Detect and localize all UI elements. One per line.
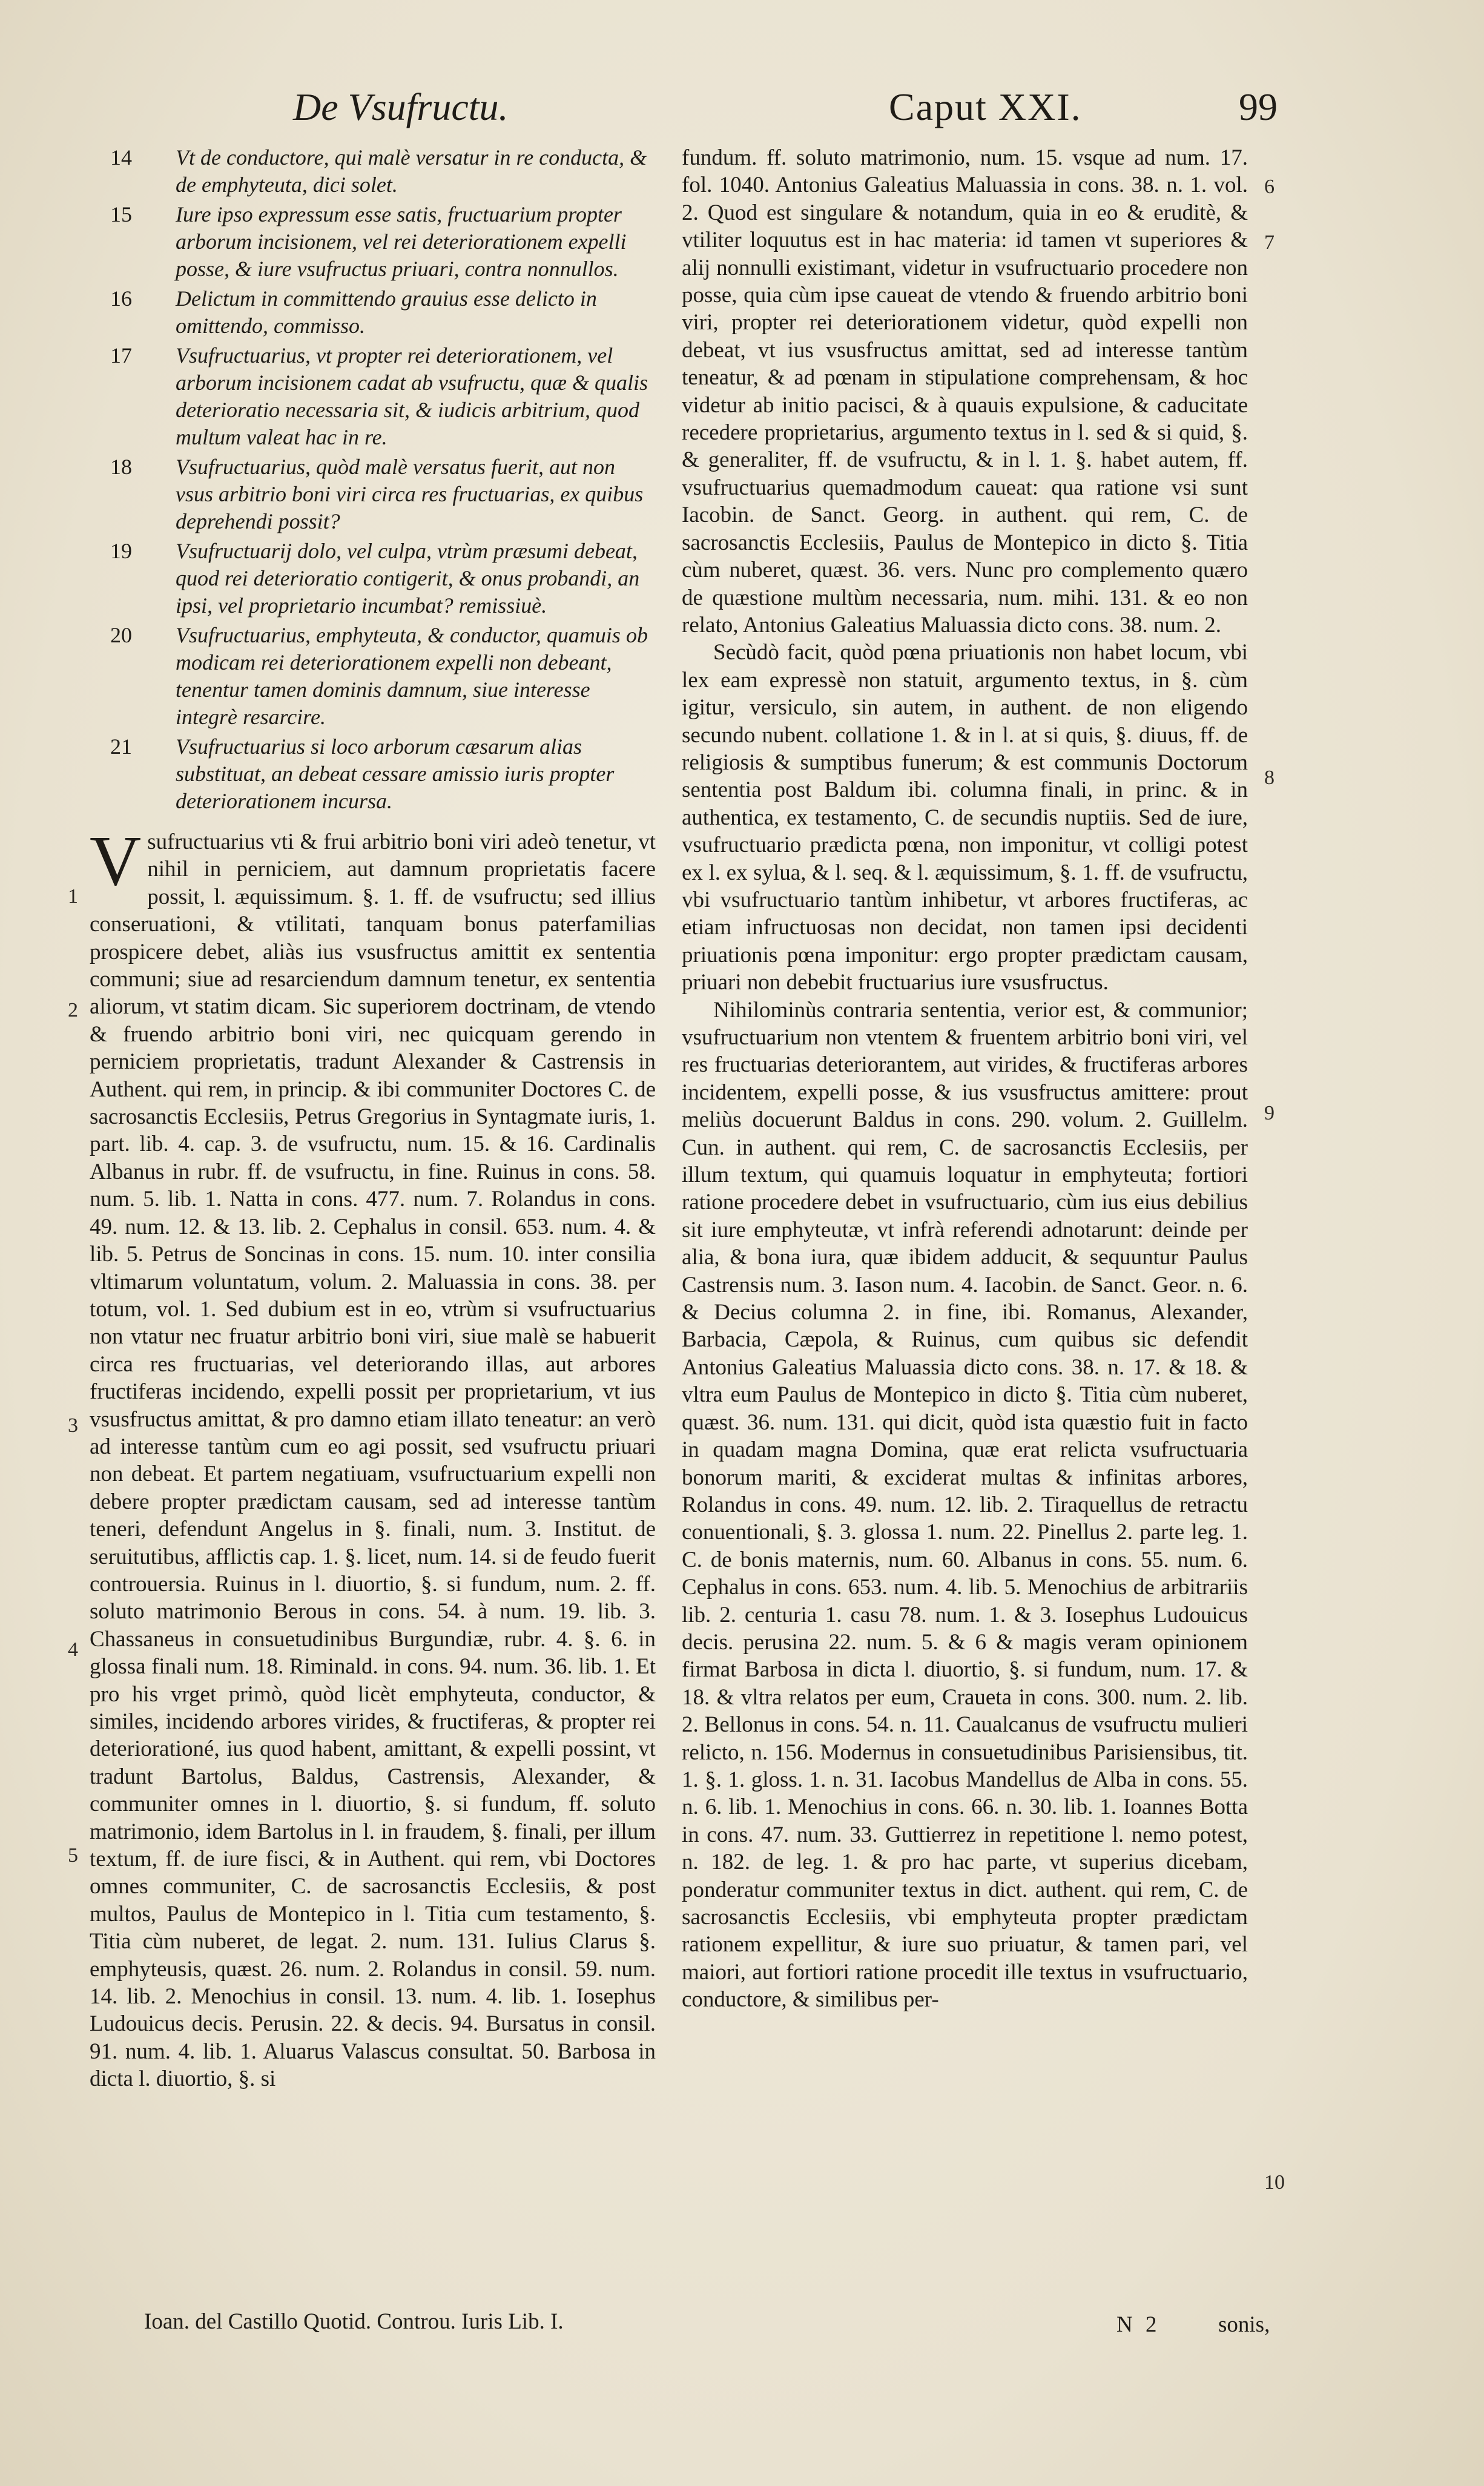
summary-text: Vsufructuarius si loco arborum cæsarum alias substituat, an debeat cessare amissio iuris propter deteriorationem incursa. (176, 734, 615, 813)
summary-number: 14 (110, 145, 132, 170)
margin-number: 9 (1264, 1102, 1275, 1124)
margin-number: 4 (68, 1638, 78, 1661)
summary-text: Vsufructuarius, emphyteuta, & conductor, quamuis ob modicam rei deteriorationem expelli non debeant, tenentur tamen dominis damnum, siue interesse integrè resarcire. (176, 623, 648, 729)
left-column (90, 144, 656, 2093)
body-paragraph (682, 997, 1248, 2014)
running-header (0, 85, 1484, 133)
margin-number: 10 (1264, 2171, 1285, 2194)
margin-number: 1 (68, 885, 78, 908)
summary-item (90, 144, 656, 199)
summary-text: Vsufructuarius, vt propter rei deteriorationem, vel arborum incisionem cadat ab vsufructu, quæ & qualis deterioratio necessaria sit, & iudicis arbitrium, quod multum valeat hac in re. (176, 343, 648, 449)
body-paragraph (682, 144, 1248, 639)
summary-number: 19 (110, 539, 132, 563)
summary-number: 15 (110, 202, 132, 226)
summary-number: 21 (110, 734, 132, 759)
footer-reference: Ioan. del Castillo Quotid. Controu. Iuris Lib. I. (144, 2309, 564, 2334)
summary-number: 17 (110, 343, 132, 368)
summary-item (90, 342, 656, 451)
body-text: sufructuarius vti & frui arbitrio boni viri adeò tenetur, vt nihil in perniciem, aut damnum proprietatis facere possit, l. æquissimum. §. 1. ff. de vsufructu; sed illius conseruationi, & vtilitati, tanquam bonus paterfamilias prospicere debet, aliàs ius vsusfructus amittit ex sententia communi; siue ad resarciendum damnum tenetur, ex sententia aliorum, vt statim dicam. Sic superiorem doctrinam, de vtendo & fruendo arbitrio boni viri, nec quicquam gerendo in perniciem proprietatis, tradunt Alexander & Castrensis in Authent. qui rem, in princip. & ibi communiter Doctores C. de sacrosanctis Ecclesiis, Petrus Gregorius in Syntagmate iuris, 1. part. lib. 4. cap. 3. de vsufructu, num. 15. & 16. Cardinalis Albanus in rubr. ff. de vsufructu, in fine. Ruinus in cons. 58. num. 5. lib. 1. Natta in cons. 477. num. 7. Rolandus in cons. 49. num. 12. & 13. lib. 2. Cephalus in consil. 653. num. 4. & lib. 5. Petrus de Soncinas in cons. 15. num. 10. inter consilia vltimarum voluntatum, volum. 2. Maluassia in cons. 38. per totum, vol. 1. Sed dubium est in eo, vtrùm si vsufructuarius non vtatur nec fruatur arbitrio boni viri, siue malè se habuerit circa res fructuarias, vel deteriorando illas, aut arbores fructiferas incidendo, expelli possit per proprietarium, vt ius vsusfructus amittat, & pro damno etiam illato teneatur: an verò ad interesse tantùm cum eo agi possit, sed vsufructu priuari non debeat. Et partem negatiuam, vsufructuarium expelli non debere propter prædictam causam, sed ad interesse tantùm teneri, defendunt Angelus in §. finali, num. 3. Institut. de seruitutibus, afflictis cap. 1. §. licet, num. 14. si de feudo fuerit controuersia. Ruinus in l. diuortio, §. si fundum, num. 2. ff. soluto matrimonio Berous in cons. 54. à num. 19. lib. 3. Chassaneus in consuetudinibus Burgundiæ, rubr. 4. §. 6. in glossa finali num. 18. Riminald. in cons. 94. num. 36. lib. 1. Et pro his vrget primò, quòd licèt emphyteuta, conductor, & similes, incidendo arbores virides, & fructiferas, & propter rei deteriorationé, ius quod habent, amittant, & expelli possint, vt tradunt Bartolus, Baldus, Castrensis, Alexander, & communiter omnes in l. diuortio, §. si fundum, ff. soluto matrimonio, idem Bartolus in l. in fraudem, §. finali, per illum textum, ff. de iure fisci, & in Authent. qui rem, vbi Doctores omnes communiter, C. de sacrosanctis Ecclesiis, & post multos, Paulus de Montepico in l. Titia cum testamento, §. Titia cùm nuberet, de legat. 2. num. 131. Iulius Clarus §. emphyteusis, quæst. 26. num. 2. Rolandus in consil. 59. num. 14. lib. 2. Menochius in consil. 13. num. 4. lib. 1. Iosephus Ludouicus decis. Perusin. 22. & decis. 94. Bursatus in consil. 91. num. 4. lib. 1. Aluarus Valascus consultat. 50. Barbosa in dicta l. diuortio, §. si (90, 829, 656, 2092)
summary-text: Vsufructuarij dolo, vel culpa, vtrùm præsumi debeat, quod rei deterioratio contigerit, & onus probandi, an ipsi, vel proprietario incumbat? remissiuè. (176, 539, 640, 618)
summary-item (90, 622, 656, 731)
summary-text: Delictum in committendo grauius esse delicto in omittendo, commisso. (176, 286, 597, 338)
body-paragraph (90, 821, 656, 2093)
margin-number: 6 (1264, 176, 1275, 198)
body-text: Nihilominùs contraria sententia, verior est, & communior; vsufructuarium non vtentem & fruentem arbitrio boni viri, vel res fructuarias deteriorantem, aut virides, & fructiferas arbores incidentem, expelli posse, & ius vsusfructus amittere: prout meliùs docuerunt Baldus in cons. 290. volum. 2. Guillelm. Cun. in authent. qui rem, C. de sacrosanctis Ecclesiis, per illum textum, qui quamuis loquatur in emphyteuta; fortiori ratione procedere debet in vsufructuario, cùm ius eius debilius sit iure emphyteutæ, vt infrà referendi adnotarunt: deinde per alia, & bona iura, quæ ibidem adducit, & sequuntur Paulus Castrensis num. 3. Iason num. 4. Iacobin. de Sanct. Geor. n. 6. & Decius columna 2. in fine, ibi. Romanus, Alexander, Barbacia, Cæpola, & Ruinus, cum quibus sic defendit Antonius Galeatius Maluassia dicto cons. 38. n. 17. & 18. & vltra eum Paulus de Montepico in dicto §. Titia cùm nuberet, quæst. 36. num. 131. qui dicit, quòd ista quæstio fuit in facto in quadam magna Domina, quæ erat relicta vsufructuaria bonorum mariti, & exciderat multas & infinitas arbores, Rolandus in cons. 49. num. 12. lib. 2. Tiraquellus de retractu conuentionali, §. 3. glossa 1. num. 22. Pinellus 2. parte leg. 1. C. de bonis maternis, num. 60. Albanus in cons. 55. num. 6. Cephalus in cons. 653. num. 4. lib. 5. Menochius de arbitrariis lib. 2. centuria 1. casu 78. num. 1. & 3. Iosephus Ludouicus decis. perusina 22. num. 5. & 6 & magis veram opinionem firmat Barbosa in dicta l. diuortio, §. si fundum, num. 17. & 18. & vltra relatos per eum, Craueta in cons. 300. num. 2. lib. 2. Bellonus in cons. 54. n. 11. Caualcanus de vsufructu mulieri relicto, n. 156. Modernus in consuetudinibus Parisiensibus, tit. 1. §. 1. gloss. 1. n. 31. Iacobus Mandellus de Alba in cons. 55. n. 6. lib. 1. Menochius in cons. 66. n. 30. lib. 1. Ioannes Botta in cons. 47. num. 33. Guttierrez in repetitione l. nemo potest, n. 182. de leg. 1. & pro hac parte, vt superius dicebam, ponderatur communiter textus in dict. authent. qui rem, C. de sacrosanctis Ecclesiis, vbi emphyteuta propter prædictam rationem expellitur, & iure suo priuatur, & tamen pari, vel maiori, aut fortiori ratione procedit ille textus in vsufructuario, conductore, & similibus per- (682, 997, 1248, 2013)
drop-cap: V (90, 821, 142, 900)
body-text: Secùdò facit, quòd pœna priuationis non habet locum, vbi lex eam expressè non statuit, argumento textus, in §. cùm igitur, versiculo, sin autem, in authent. de non eligendo secundo nubent. collatione 1. & in l. at si quis, §. diuus, ff. de religiosis & sumptibus funerum; & est communis Doctorum sententia post Baldum ibi. columna finali, in princ. & in authentica, ex testamento, C. de secundis nuptiis. Sed de iure, vsufructuario prædicta pœna, non imponitur, vt colligi potest ex l. ex sylua, & l. seq. & l. æquissimum, §. 1. ff. de vsufructu, vbi vsufructuario tantùm inhibetur, vt arbores fructiferas, ac etiam infructuosas non decidat, non tamen ipsi decidenti priuationis pœna imponitur: ergo propter prædictam causam, priuari non debebit fructuarius iure vsusfructus. (682, 640, 1248, 995)
margin-number: 7 (1264, 231, 1275, 254)
margin-number: 3 (68, 1414, 78, 1437)
catchword: sonis, (1218, 2312, 1270, 2337)
summary-item (90, 538, 656, 619)
right-column (682, 144, 1248, 2014)
summary-text: Vt de conductore, qui malè versatur in re conducta, & de emphyteuta, dici solet. (176, 145, 647, 197)
summary-list (90, 144, 656, 815)
summary-item (90, 285, 656, 340)
margin-number: 5 (68, 1844, 78, 1867)
summary-text: Iure ipso expressum esse satis, fructuarium propter arborum incisionem, vel rei deteriorationem expelli posse, & iure vsufructus priuari, contra nonnullos. (176, 202, 627, 281)
summary-number: 18 (110, 455, 132, 479)
body-paragraph (682, 639, 1248, 996)
page-number: 99 (1239, 85, 1278, 128)
body-text: fundum. ff. soluto matrimonio, num. 15. vsque ad num. 17. fol. 1040. Antonius Galeatius Maluassia in cons. 38. n. 1. vol. 2. Quod est singulare & notandum, quia in eo & eruditè, & vtiliter loquutus est in hac materia: id tamen vt superiores & alij nonnulli existimant, videtur in vsufructuario procedere non posse, quia cùm ipse caueat de vtendo & fruendo arbitrio boni viri, propter rei deteriorationem videtur, quòd expelli non debeat, vt ius vsusfructus amittat, sed ad interesse tantùm teneatur, & ad pœnam in stipulatione comprehensam, & hoc videtur ab initio pacisci, & à quauis expulsione, & caducitate recedere proprietarius, argumento textus in l. sed & si quid, §. & generaliter, ff. de vsufructu, & in l. 1. §. habet autem, ff. vsufructuarius quemadmodum caueat: qua ratione vsi sunt Iacobin. de Sanct. Georg. in authent. qui rem, C. de sacrosanctis Ecclesiis, Paulus de Montepico in dicto §. Titia cùm nuberet, quæst. 36. vers. Nunc pro complemento quæro de quæstione multùm necessaria, num. mihi. 131. & eo non relato, Antonius Galeatius Maluassia dicto cons. 38. num. 2. (682, 145, 1248, 638)
running-title-left: De Vsufructu. (293, 85, 509, 128)
summary-item (90, 733, 656, 815)
summary-number: 16 (110, 286, 132, 311)
chapter-title: Caput XXI. (889, 85, 1082, 128)
summary-text: Vsufructuarius, quòd malè versatus fuerit, aut non vsus arbitrio boni viri circa res fructuarias, ex quibus deprehendi possit? (176, 455, 644, 533)
margin-number: 8 (1264, 767, 1275, 789)
summary-item (90, 201, 656, 283)
signature-mark: N 2 (1116, 2312, 1161, 2337)
margin-number: 2 (68, 999, 78, 1021)
summary-number: 20 (110, 623, 132, 647)
summary-item (90, 453, 656, 535)
